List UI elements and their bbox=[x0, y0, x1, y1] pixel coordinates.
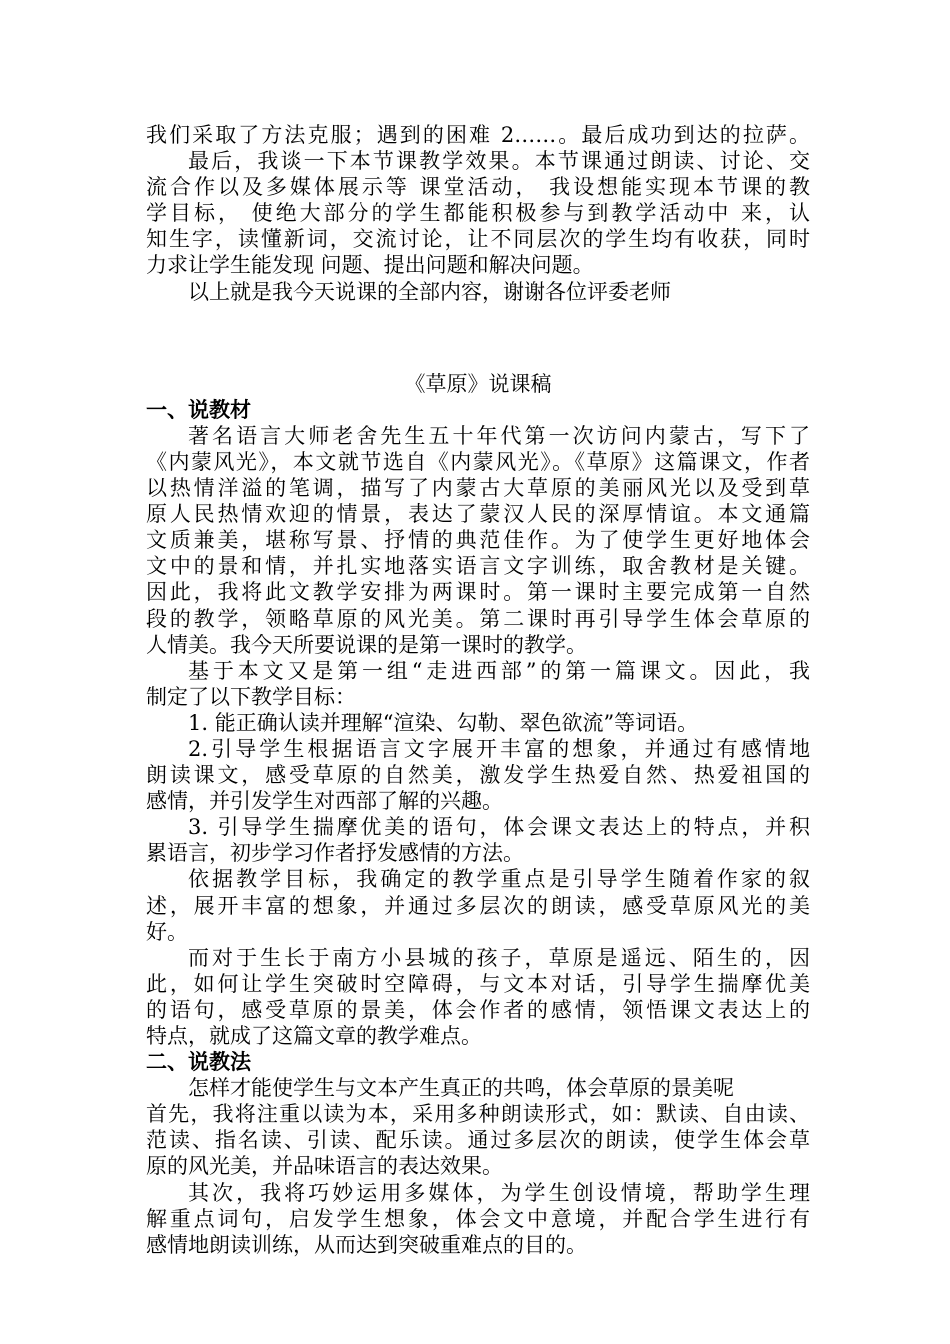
paragraph-line: 而对于生长于南方小县城的孩子，草原是遥远、陌生的，因 bbox=[188, 945, 810, 970]
paragraph-line: 流合作以及多媒体展示等 课堂活动， 我设想能实现本节课的教 bbox=[146, 175, 810, 200]
document-title: 《草原》说课稿 bbox=[404, 371, 552, 396]
document-page bbox=[146, 122, 810, 1258]
paragraph-line: 解重点词句，启发学生想象，体会文中意境，并配合学生进行有 bbox=[146, 1206, 810, 1231]
paragraph-line: 以热情洋溢的笔调，描写了内蒙古大草原的美丽风光以及受到草 bbox=[146, 476, 810, 501]
paragraph-line: 原人民热情欢迎的情景，表达了蒙汉人民的深厚情谊。本文通篇 bbox=[146, 502, 810, 527]
list-item-goal-2: 2.引导学生根据语言文字展开丰富的想象，并通过有感情地 bbox=[188, 736, 810, 761]
paragraph-line: 最后，我谈一下本节课教学效果。本节课通过朗读、讨论、交 bbox=[188, 149, 810, 174]
list-item-goal-1: 1. 能正确认读并理解“渲染、勾勒、翠色欲流”等词语。 bbox=[188, 710, 699, 735]
paragraph-line: 感情地朗读训练，从而达到突破重难点的目的。 bbox=[146, 1232, 587, 1257]
section-heading: 二、说教法 bbox=[146, 1050, 251, 1075]
paragraph-line: 文质兼美，堪称写景、抒情的典范佳作。为了使学生更好地体会 bbox=[146, 528, 810, 553]
paragraph-line: 其次，我将巧妙运用多媒体，为学生创设情境，帮助学生理 bbox=[188, 1180, 810, 1205]
paragraph-line: 以上就是我今天说课的全部内容，谢谢各位评委老师 bbox=[188, 279, 671, 304]
paragraph-line: 述，展开丰富的想象，并通过多层次的朗读，感受草原风光的美 bbox=[146, 893, 810, 918]
paragraph-line: 段的教学，领略草原的风光美。第二课时再引导学生体会草原的 bbox=[146, 606, 810, 631]
paragraph-line: 范读、指名读、引读、配乐读。通过多层次的朗读，使学生体会草 bbox=[146, 1128, 810, 1153]
paragraph-line: 好。 bbox=[146, 919, 188, 944]
paragraph-line: 依据教学目标，我确定的教学重点是引导学生随着作家的叙 bbox=[188, 867, 810, 892]
section-gap bbox=[146, 305, 810, 371]
paragraph-line: 学目标， 使绝大部分的学生都能积极参与到教学活动中 来，认 bbox=[146, 201, 810, 226]
paragraph-line: 累语言，初步学习作者抒发感情的方法。 bbox=[146, 841, 524, 866]
paragraph-line: 原的风光美，并品味语言的表达效果。 bbox=[146, 1154, 503, 1179]
paragraph-line: 著名语言大师老舍先生五十年代第一次访问内蒙古，写下了 bbox=[188, 423, 810, 448]
paragraph-line: 特点，就成了这篇文章的教学难点。 bbox=[146, 1024, 482, 1048]
paragraph-line: 此，如何让学生突破时空障碍，与文本对话，引导学生揣摩优美 bbox=[146, 971, 810, 996]
paragraph-line: 人情美。我今天所要说课的是第一课时的教学。 bbox=[146, 632, 587, 657]
paragraph-line: 怎样才能使学生与文本产生真正的共鸣，体会草原的景美呢 bbox=[188, 1076, 734, 1101]
paragraph-line: 我们采取了方法克服；遇到的困难 2……。最后成功到达的拉萨。 bbox=[146, 123, 810, 147]
paragraph-line: 知生字，读懂新词，交流讨论，让不同层次的学生均有收获，同时 bbox=[146, 227, 810, 252]
paragraph-line: 的语句，感受草原的景美，体会作者的感情，领悟课文表达上的 bbox=[146, 997, 810, 1022]
section-heading: 一、说教材 bbox=[146, 397, 251, 422]
paragraph-line: 感情，并引发学生对西部了解的兴趣。 bbox=[146, 789, 503, 814]
paragraph-line: 朗读课文，感受草原的自然美，激发学生热爱自然、热爱祖国的 bbox=[146, 763, 810, 788]
paragraph-line: 制定了以下教学目标： bbox=[146, 684, 356, 709]
paragraph-line: 因此，我将此文教学安排为两课时。第一课时主要完成第一自然 bbox=[146, 580, 810, 605]
paragraph-line: 文中的景和情，并扎实地落实语言文字训练，取舍教材是关键。 bbox=[146, 554, 810, 579]
list-item-goal-3: 3. 引导学生揣摩优美的语句，体会课文表达上的特点，并积 bbox=[188, 815, 810, 840]
paragraph-line: 力求让学生能发现 问题、提出问题和解决问题。 bbox=[146, 253, 594, 278]
paragraph-line: 《内蒙风光》，本文就节选自《内蒙风光》。《草原》这篇课文，作者 bbox=[146, 449, 810, 474]
paragraph-line: 基于本文又是第一组“走进西部”的第一篇课文。因此，我 bbox=[188, 658, 810, 683]
paragraph-line: 首先，我将注重以读为本，采用多种朗读形式，如：默读、自由读、 bbox=[146, 1102, 810, 1127]
